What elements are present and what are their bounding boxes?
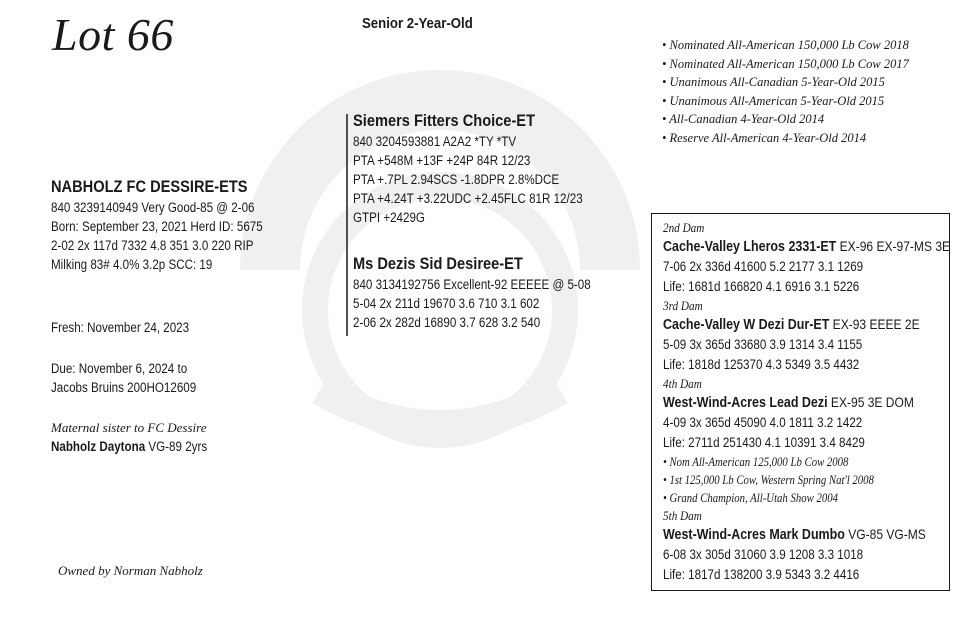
maternal-label: Maternal sister to FC Dessire bbox=[51, 420, 207, 435]
pedigree-bracket bbox=[343, 114, 353, 336]
fresh-date: Fresh: November 24, 2023 bbox=[51, 320, 190, 335]
honor-item: • Nominated All-American 150,000 Lb Cow 2018 bbox=[662, 38, 909, 52]
sister-score: VG-89 2yrs bbox=[145, 439, 208, 454]
honor-item: • Nominated All-American 150,000 Lb Cow 2017 bbox=[662, 56, 909, 71]
animal-id-line: 840 3239140949 Very Good-85 @ 2-06 bbox=[51, 200, 255, 215]
ancestor-record: Life: 1817d 138200 3.9 5343 3.2 4416 bbox=[663, 567, 860, 582]
due-info bbox=[51, 359, 196, 397]
sire-line: 840 3204593881 A2A2 *TY *TV bbox=[353, 134, 517, 149]
dam-line: 5-04 2x 211d 19670 3.6 710 3.1 602 bbox=[353, 296, 540, 311]
sire-info bbox=[353, 110, 583, 227]
lot-number: Lot 66 bbox=[52, 9, 174, 60]
sister-line bbox=[51, 437, 207, 456]
ancestor-score: EX-95 3E DOM bbox=[827, 394, 914, 410]
ancestor-record: Life: 2711d 251430 4.1 10391 3.4 8429 bbox=[663, 435, 865, 450]
sire-name: Siemers Fitters Choice-ET bbox=[353, 111, 535, 130]
honors-list bbox=[662, 36, 909, 147]
sire-line: PTA +4.24T +3.22UDC +2.45FLC 81R 12/23 bbox=[353, 191, 583, 206]
ancestor-record: Life: 1681d 166820 4.1 6916 3.1 5226 bbox=[663, 279, 860, 294]
sister-name: Nabholz Daytona bbox=[51, 439, 146, 454]
animal-record-line: 2-02 2x 117d 7332 4.8 351 3.0 220 RIP bbox=[51, 238, 254, 253]
ancestor-score: EX-93 EEEE 2E bbox=[829, 316, 920, 332]
ancestor-score: EX-96 EX-97-MS 3E bbox=[836, 238, 951, 254]
honor-item: • Unanimous All-American 5-Year-Old 2015 bbox=[662, 93, 885, 108]
ancestor-name-line bbox=[663, 524, 950, 545]
dams-list bbox=[663, 219, 950, 585]
honor-item: • Unanimous All-Canadian 5-Year-Old 2015 bbox=[662, 75, 885, 89]
dam-generation: 5th Dam bbox=[663, 508, 702, 523]
ancestor-record: 7-06 2x 336d 41600 5.2 2177 3.1 1269 bbox=[663, 259, 864, 274]
ancestor-honor: • Nom All-American 125,000 Lb Cow 2008 bbox=[663, 455, 849, 469]
ancestor-name-line bbox=[663, 314, 950, 335]
owned-by: Owned by Norman Nabholz bbox=[58, 563, 203, 578]
dam-line: 2-06 2x 282d 16890 3.7 628 3.2 540 bbox=[353, 315, 541, 330]
ancestor-score: VG-85 VG-MS bbox=[844, 526, 926, 542]
sire-line: GTPI +2429G bbox=[353, 210, 425, 225]
honor-item: • All-Canadian 4-Year-Old 2014 bbox=[662, 112, 825, 126]
ancestor-honor: • 1st 125,000 Lb Cow, Western Spring Nat'l 2008 bbox=[663, 473, 874, 487]
ancestor-record: 6-08 3x 305d 31060 3.9 1208 3.3 1018 bbox=[663, 547, 864, 562]
animal-born-line: Born: September 23, 2021 Herd ID: 5675 bbox=[51, 219, 263, 234]
dam-info bbox=[353, 253, 591, 332]
dam-generation: 3rd Dam bbox=[663, 298, 703, 313]
due-sire: Jacobs Bruins 200HO12609 bbox=[51, 380, 197, 395]
animal-info bbox=[51, 176, 263, 274]
ancestor-record: Life: 1818d 125370 4.3 5349 3.5 4432 bbox=[663, 357, 860, 372]
ancestor-name-line bbox=[663, 236, 950, 257]
class-label: Senior 2-Year-Old bbox=[362, 15, 473, 32]
ancestor-honor: • Grand Champion, All-Utah Show 2004 bbox=[663, 491, 838, 505]
honor-item: • Reserve All-American 4-Year-Old 2014 bbox=[662, 130, 867, 145]
animal-milking-line: Milking 83# 4.0% 3.2p SCC: 19 bbox=[51, 257, 213, 272]
animal-name: NABHOLZ FC DESSIRE-ETS bbox=[51, 177, 248, 196]
ancestor-name: West-Wind-Acres Lead Dezi bbox=[663, 395, 828, 411]
ancestor-name: Cache-Valley Lheros 2331-ET bbox=[663, 239, 837, 255]
dams-box bbox=[651, 213, 950, 591]
dam-generation: 4th Dam bbox=[663, 376, 702, 391]
sire-line: PTA +548M +13F +24P 84R 12/23 bbox=[353, 153, 531, 168]
ancestor-name: Cache-Valley W Dezi Dur-ET bbox=[663, 317, 830, 333]
ancestor-record: 5-09 3x 365d 33680 3.9 1314 3.4 1155 bbox=[663, 337, 863, 352]
due-date: Due: November 6, 2024 to bbox=[51, 361, 188, 376]
dam-name: Ms Dezis Sid Desiree-ET bbox=[353, 254, 523, 273]
ancestor-name: West-Wind-Acres Mark Dumbo bbox=[663, 527, 845, 543]
ancestor-name-line bbox=[663, 392, 950, 413]
ancestor-record: 4-09 3x 365d 45090 4.0 1811 3.2 1422 bbox=[663, 415, 863, 430]
dam-line: 840 3134192756 Excellent-92 EEEEE @ 5-08 bbox=[353, 277, 591, 292]
dam-generation: 2nd Dam bbox=[663, 220, 705, 235]
maternal-sister bbox=[51, 419, 233, 456]
sire-line: PTA +.7PL 2.94SCS -1.8DPR 2.8%DCE bbox=[353, 172, 560, 187]
